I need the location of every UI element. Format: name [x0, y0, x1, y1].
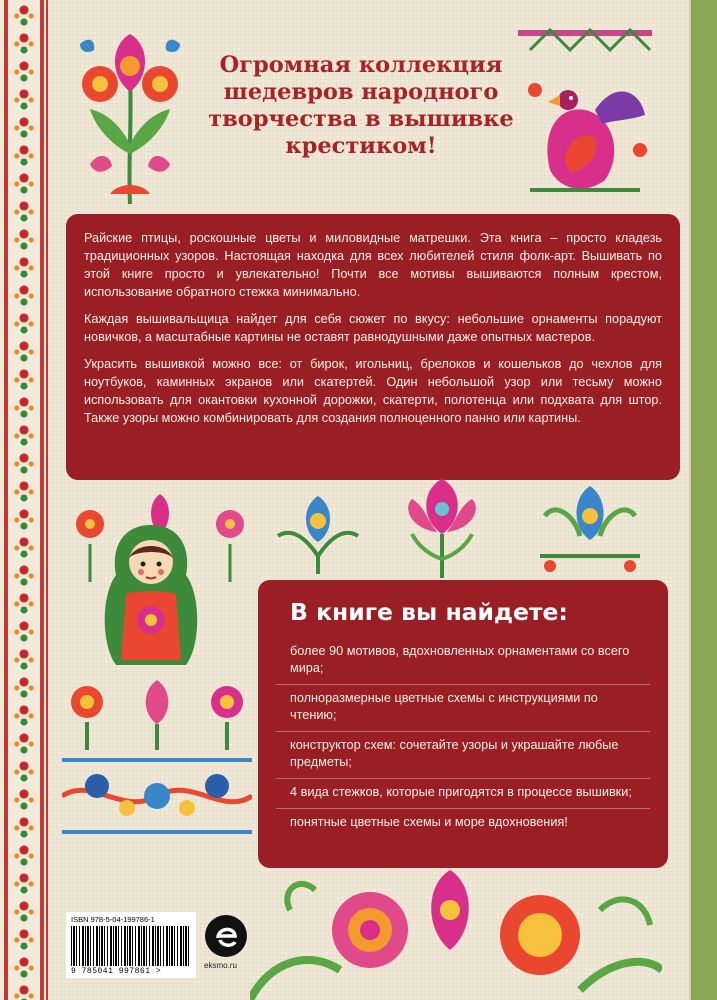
list-item: понятные цветные схемы и море вдохновения!: [290, 815, 568, 829]
publisher-site: eksmo.ru: [204, 961, 237, 970]
description-paragraph: Каждая вышивальщица найдет для себя сюжет по вкусу: небольшие орнаменты порадуют новичков, а масштабные картины не оставят равнодушными даже опытных мастеров.: [84, 312, 662, 344]
description-paragraph: Украсить вышивкой можно все: от бирок, игольниц, брелоков и кошельков до чехлов для ноутбуков, каминных экранов или скатертей. Один небольшой узор или тесьму можно использовать для окантовки кухонной дорожки, скатерти, полотенца или подхвата для штор. Также узоры можно комбинировать для создания полноценного панно или картины.: [84, 357, 662, 425]
flower-motif-icon: [382, 474, 502, 580]
description-paragraph: Райские птицы, роскошные цветы и миловидные матрешки. Эта книга – просто кладезь традиционных узоров. Настоящая находка для всех любителей стиля фолк-арт. Вышивать по этой книге просто и увлекательно! Почти все мотивы вышиваются полным крестом, использование обратного стежка минимально.: [84, 231, 662, 299]
description-panel: [66, 214, 680, 480]
embroidered-left-border: [0, 0, 48, 1000]
flower-motif-icon: [520, 476, 660, 580]
isbn-text: ISBN 978-5-04-199786-1: [71, 915, 155, 924]
floral-band-motif-icon: [62, 756, 252, 836]
matryoshka-motif-icon: [96, 520, 206, 670]
barcode-bars: [71, 926, 191, 966]
eksmo-logo-icon: [204, 914, 248, 958]
headline: Огромная коллекция шедевров народного творчества в вышивке крестиком!: [208, 52, 514, 159]
barcode: [66, 912, 196, 978]
green-spine-edge: [689, 0, 717, 1000]
flower-motif-icon: [258, 486, 378, 576]
barcode-number: 9 785041 997861 >: [71, 967, 162, 976]
flower-motif-icon: [250, 850, 662, 1000]
features-panel: [258, 580, 668, 868]
flower-motif-icon: [60, 14, 200, 214]
flower-motif-icon: [62, 672, 252, 752]
list-item: полноразмерные цветные схемы с инструкциями по чтению;: [276, 685, 650, 732]
features-list: [276, 638, 650, 838]
list-item: 4 вида стежков, которые пригодятся в процессе вышивки;: [276, 779, 650, 809]
features-title: В книге вы найдете:: [290, 598, 568, 626]
list-item: конструктор схем: сочетайте узоры и украшайте любые предметы;: [276, 732, 650, 779]
border-pattern: [6, 0, 42, 1000]
list-item: более 90 мотивов, вдохновленных орнаментами со всего мира;: [276, 638, 650, 685]
